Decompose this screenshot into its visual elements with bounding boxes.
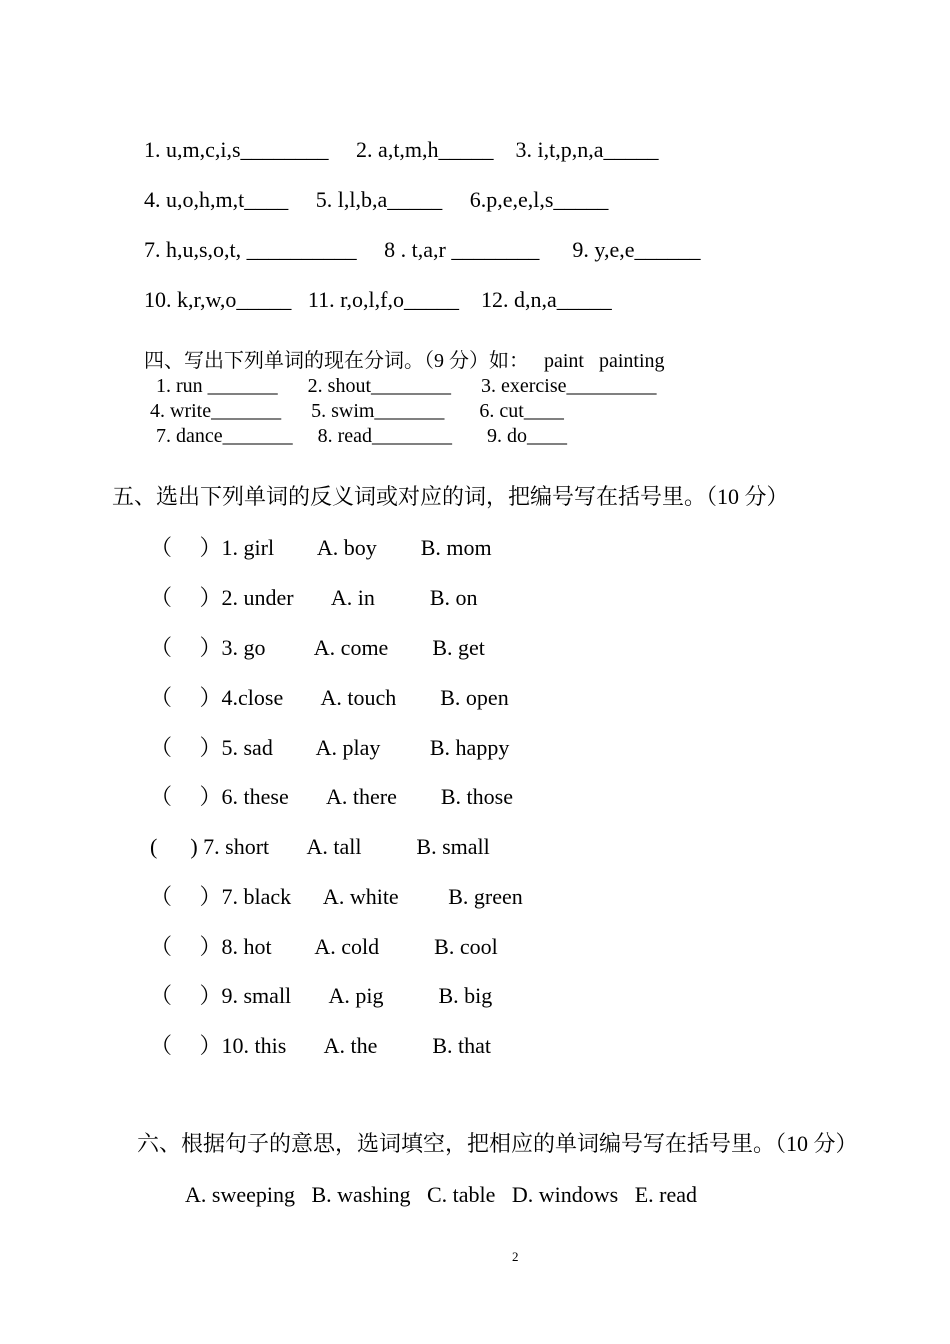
- section5-item: （ ）9. small A. pig B. big: [150, 983, 493, 1008]
- section4-title: 四、写出下列单词的现在分词。（9 分）如： paint painting: [144, 350, 665, 372]
- section5-title: 五、选出下列单词的反义词或对应的词，把编号写在括号里。（10 分）: [112, 484, 789, 509]
- section5-item: （ ）3. go A. come B. get: [150, 635, 485, 660]
- unscramble-row: 10. k,r,w,o_____ 11. r,o,l,f,o_____ 12. d,n,a_____: [144, 287, 612, 312]
- page-number: 2: [512, 1249, 519, 1264]
- section5-item: （ ）7. black A. white B. green: [150, 884, 523, 909]
- unscramble-row: 7. h,u,s,o,t, __________ 8 . t,a,r ________ 9. y,e,e______: [144, 237, 701, 262]
- section4-row: 7. dance_______ 8. read________ 9. do____: [156, 425, 568, 447]
- section5-item: ( ) 7. short A. tall B. small: [150, 834, 490, 859]
- section5-item: （ ）1. girl A. boy B. mom: [150, 535, 492, 560]
- section5-item: （ ）6. these A. there B. those: [150, 784, 513, 809]
- unscramble-row: 4. u,o,h,m,t____ 5. l,l,b,a_____ 6.p,e,e,l,s_____: [144, 187, 609, 212]
- section5-item: （ ）4.close A. touch B. open: [150, 685, 509, 710]
- section5-item: （ ）10. this A. the B. that: [150, 1033, 492, 1058]
- unscramble-row: 1. u,m,c,i,s________ 2. a,t,m,h_____ 3. i,t,p,n,a_____: [144, 137, 659, 162]
- section4-row: 1. run _______ 2. shout________ 3. exercise_________: [156, 375, 657, 397]
- section5-item: （ ）5. sad A. play B. happy: [150, 735, 510, 760]
- section5-item: （ ）8. hot A. cold B. cool: [150, 934, 498, 959]
- section5-item: （ ）2. under A. in B. on: [150, 585, 478, 610]
- section6-title: 六、根据句子的意思，选词填空，把相应的单词编号写在括号里。（10 分）: [137, 1131, 858, 1156]
- section4-row: 4. write_______ 5. swim_______ 6. cut____: [150, 400, 564, 422]
- section6-options: A. sweeping B. washing C. table D. windows E. read: [185, 1182, 698, 1207]
